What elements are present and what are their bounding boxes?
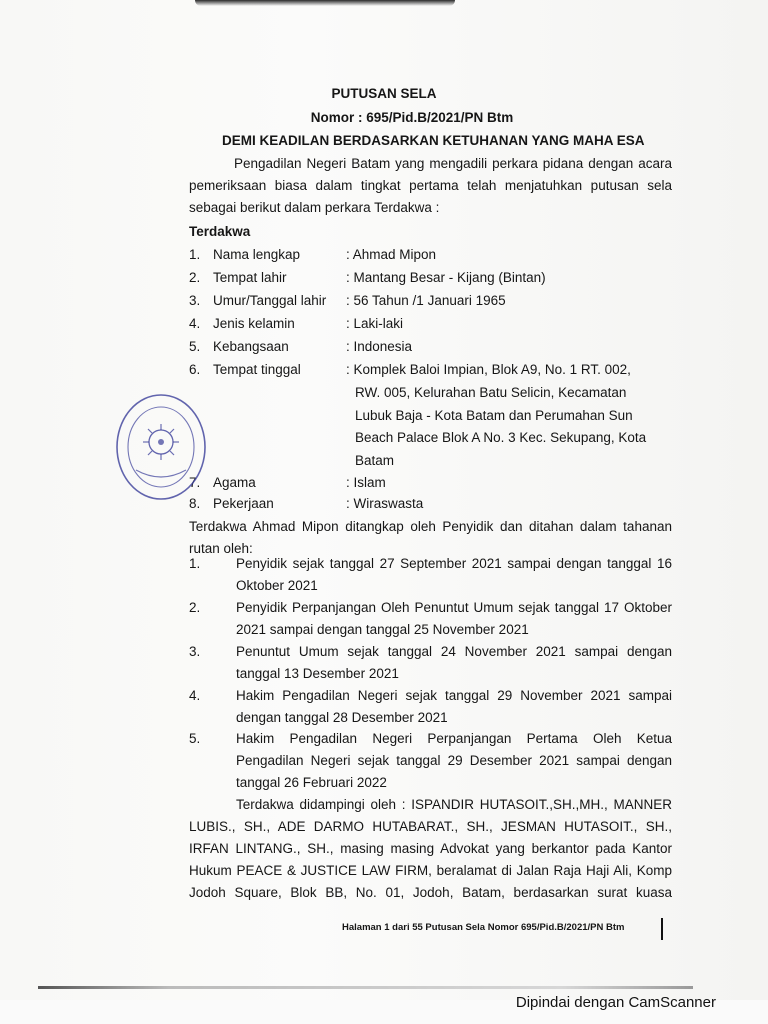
intro-line-1: Pengadilan Negeri Batam yang mengadili perkara pidana dengan acara — [234, 156, 672, 171]
counsel-line: Jodoh Square, Blok BB, No. 01, Jodoh, Batam, berdasarkan surat kuasa — [189, 885, 672, 900]
row-label: Pekerjaan — [213, 496, 274, 511]
page-edge — [38, 986, 693, 989]
address-line: Batam — [355, 453, 395, 468]
item-number: 5. — [189, 731, 201, 746]
row-number: 7. — [189, 475, 201, 490]
row-label: Umur/Tanggal lahir — [213, 293, 327, 308]
item-line: tanggal 13 Desember 2021 — [236, 666, 399, 681]
item-number: 3. — [189, 644, 201, 659]
row-number: 5. — [189, 339, 201, 354]
preamble: DEMI KEADILAN BERDASARKAN KETUHANAN YANG MAHA ESA — [222, 133, 645, 148]
item-line: Penyidik Perpanjangan Oleh Penuntut Umum sejak tanggal 17 Oktober — [236, 600, 672, 615]
counsel-line: LUBIS., SH., ADE DARMO HUTABARAT., SH., JESMAN HUTASOIT., SH., — [189, 819, 672, 834]
row-label: Tempat lahir — [213, 270, 287, 285]
item-number: 4. — [189, 688, 201, 703]
detention-intro-line-1: Terdakwa Ahmad Mipon ditangkap oleh Penyidik dan ditahan dalam tahanan — [189, 519, 672, 534]
counsel-line: Terdakwa didampingi oleh : ISPANDIR HUTASOIT.,SH.,MH., MANNER — [236, 797, 672, 812]
item-number: 1. — [189, 556, 201, 571]
item-line: Oktober 2021 — [236, 578, 318, 593]
item-line: Hakim Pengadilan Negeri Perpanjangan Pertama Oleh Ketua — [236, 731, 672, 746]
address-line: Beach Palace Blok A No. 3 Kec. Sekupang, Kota — [355, 430, 647, 445]
intro-line-2: pemeriksaan biasa dalam tingkat pertama telah menjatuhkan putusan sela — [189, 178, 672, 193]
item-line: tanggal 26 Februari 2022 — [236, 775, 387, 790]
address-line: Lubuk Baja - Kota Batam dan Perumahan Sun — [355, 408, 633, 423]
intro-line-3: sebagai berikut dalam perkara Terdakwa : — [189, 200, 440, 215]
row-label: Tempat tinggal — [213, 362, 301, 377]
row-label: Kebangsaan — [213, 339, 289, 354]
margin-mark — [661, 918, 663, 940]
row-number: 2. — [189, 270, 201, 285]
page-footer: Halaman 1 dari 55 Putusan Sela Nomor 695/Pid.B/2021/PN Btm — [342, 922, 625, 933]
row-number: 6. — [189, 362, 201, 377]
row-value: : Wiraswasta — [346, 496, 424, 511]
row-label: Jenis kelamin — [213, 316, 295, 331]
item-number: 2. — [189, 600, 201, 615]
row-number: 8. — [189, 496, 201, 511]
item-line: Pengadilan Negeri sejak tanggal 29 Desember 2021 sampai dengan — [236, 753, 672, 768]
row-label: Nama lengkap — [213, 247, 301, 262]
counsel-line: IRFAN LINTANG., SH., masing masing Advokat yang berkantor pada Kantor — [189, 841, 672, 856]
row-value: : Ahmad Mipon — [346, 247, 437, 262]
counsel-line: Hukum PEACE & JUSTICE LAW FIRM, beralamat di Jalan Raja Haji Ali, Komp — [189, 863, 672, 878]
row-value: : Laki-laki — [346, 316, 404, 331]
row-value: : Mantang Besar - Kijang (Bintan) — [346, 270, 546, 285]
row-number: 4. — [189, 316, 201, 331]
item-line: 2021 sampai dengan tanggal 25 November 2021 — [236, 622, 529, 637]
defendant-heading: Terdakwa — [189, 224, 251, 239]
document-title: PUTUSAN SELA — [331, 86, 437, 101]
row-label: Agama — [213, 475, 256, 490]
item-line: Penyidik sejak tanggal 27 September 2021 sampai dengan tanggal 16 — [236, 556, 672, 571]
row-number: 1. — [189, 247, 201, 262]
camscanner-watermark: Dipindai dengan CamScanner — [515, 994, 716, 1011]
item-line: Penuntut Umum sejak tanggal 24 November 2021 sampai dengan — [236, 644, 672, 659]
address-line: RW. 005, Kelurahan Batu Selicin, Kecamatan — [355, 385, 627, 400]
item-line: Hakim Pengadilan Negeri sejak tanggal 29 November 2021 sampai — [236, 688, 672, 703]
row-value: : 56 Tahun /1 Januari 1965 — [346, 293, 506, 308]
case-number: Nomor : 695/Pid.B/2021/PN Btm — [310, 110, 514, 125]
row-value: : Indonesia — [346, 339, 413, 354]
item-line: dengan tanggal 28 Desember 2021 — [236, 710, 448, 725]
detention-intro-line-2: rutan oleh: — [189, 541, 253, 556]
row-value: : Komplek Baloi Impian, Blok A9, No. 1 RT. 002, — [346, 362, 631, 377]
court-stamp-icon — [114, 392, 212, 504]
row-number: 3. — [189, 293, 201, 308]
row-value: : Islam — [346, 475, 386, 490]
scan-shadow — [195, 0, 455, 6]
